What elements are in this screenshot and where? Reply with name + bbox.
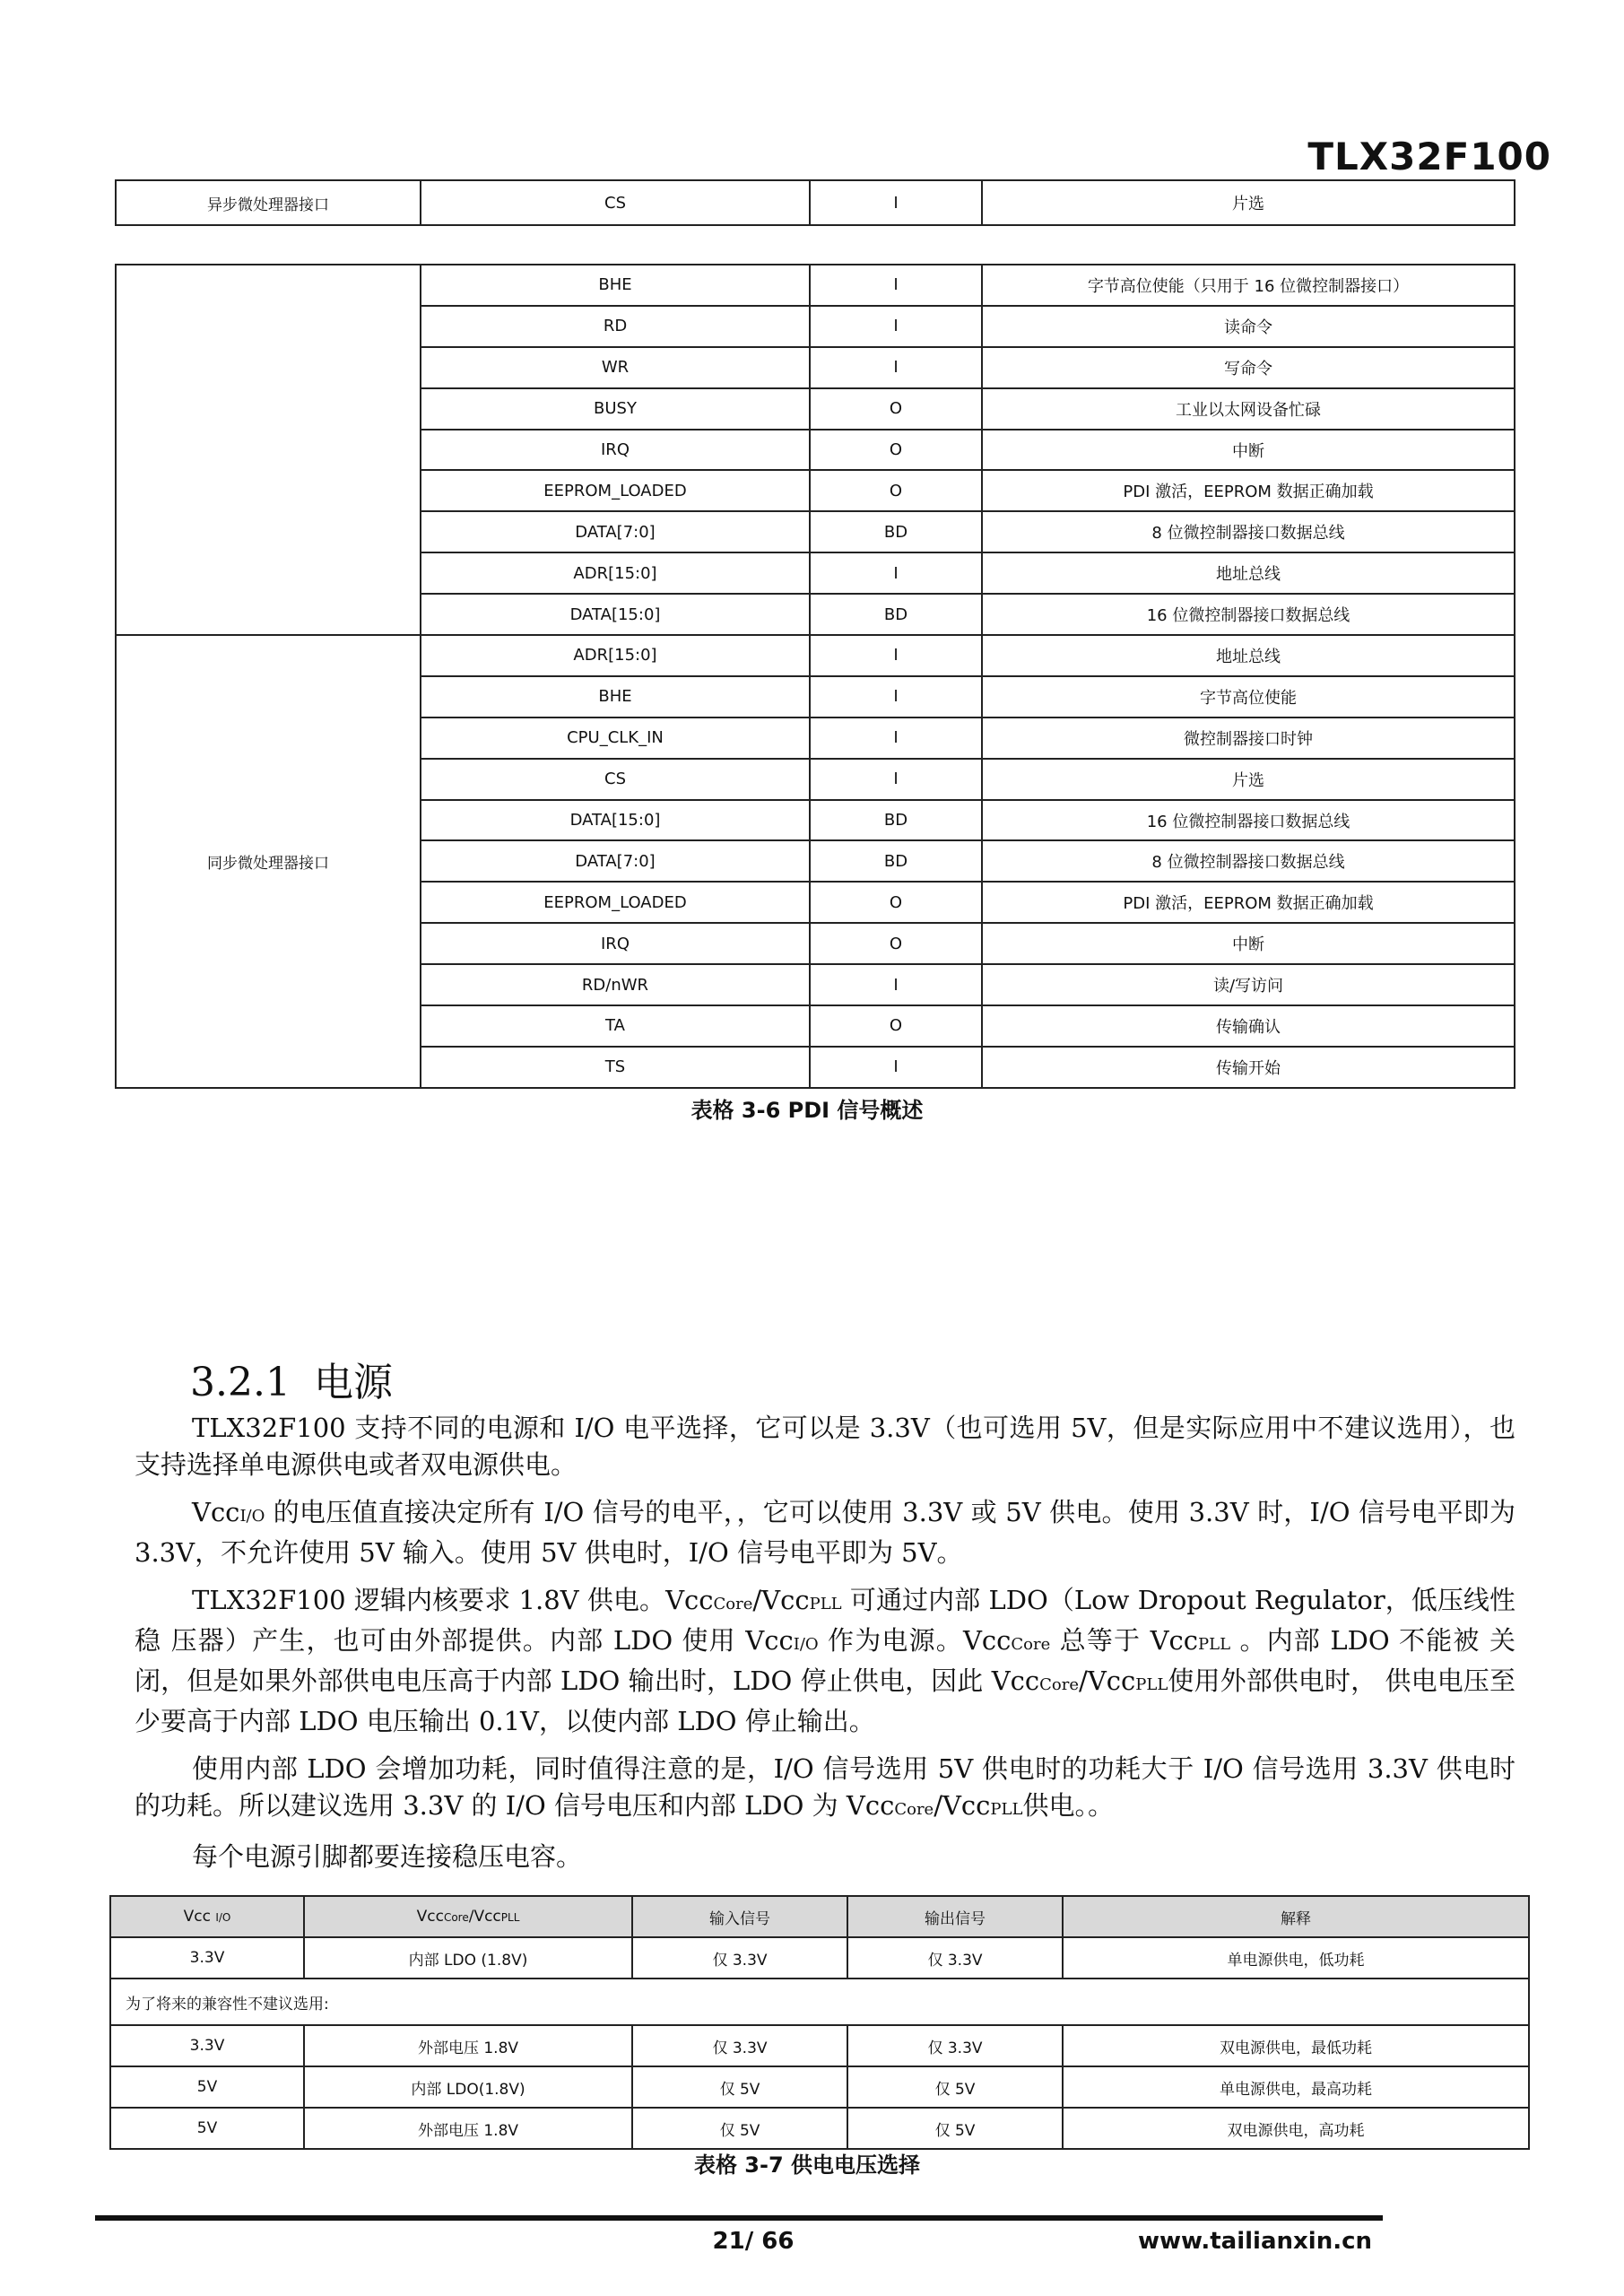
description-cell: 片选 xyxy=(982,759,1515,800)
description-cell: 中断 xyxy=(982,430,1515,471)
vcc-text: Vcc xyxy=(1150,1625,1199,1656)
table-cell: 5V xyxy=(110,2066,304,2108)
signal-cell: EEPROM_LOADED xyxy=(421,470,810,511)
table-cell: 仅 3.3V xyxy=(847,2025,1063,2066)
description-cell: 地址总线 xyxy=(982,552,1515,594)
section-heading xyxy=(190,1350,393,1407)
paragraph-text: 使用内部 LDO 会增加功耗，同时值得注意的是，I/O 信号选用 5V 供电时的功耗大于 I/O 信号选用 3.3V 供电时的功耗。所以建议选用 3.3V 的 I/O 信号电压和内部 LDO 为 xyxy=(135,1753,1515,1821)
vcc-text: Vcc xyxy=(192,1497,240,1527)
table-caption-3-6: 表格 3-6 PDI 信号概述 xyxy=(690,1098,924,1123)
paragraph: TLX32F100 支持不同的电源和 I/O 电平选择，它可以是 3.3V（也可选用 5V，但是实际应用中不建议选用），也支持选择单电源供电或者双电源供电。 xyxy=(135,1413,1515,1480)
slash: / xyxy=(752,1585,762,1615)
signal-cell: CS xyxy=(421,180,810,225)
table-cell: 内部 LDO (1.8V) xyxy=(304,1937,632,1979)
table-cell: 仅 3.3V xyxy=(632,2025,847,2066)
paragraph-text: 供电。。 xyxy=(1022,1790,1114,1821)
table-cell: 3.3V xyxy=(110,2025,304,2066)
direction-cell: BD xyxy=(810,800,982,841)
signal-cell: DATA[7:0] xyxy=(421,840,810,882)
signal-cell: WR xyxy=(421,347,810,388)
direction-cell: I xyxy=(810,718,982,759)
direction-cell: I xyxy=(810,759,982,800)
pdi-table-fragment xyxy=(115,179,1515,226)
paragraph-text: TLX32F100 逻辑内核要求 1.8V 供电。 xyxy=(192,1585,666,1615)
table-caption-3-7: 表格 3-7 供电电压选择 xyxy=(693,2152,921,2178)
description-cell: 中断 xyxy=(982,923,1515,964)
vcc-text: Vcc xyxy=(665,1585,714,1615)
signal-cell: IRQ xyxy=(421,430,810,471)
direction-cell: I xyxy=(810,1047,982,1088)
description-cell: 16 位微控制器接口数据总线 xyxy=(982,594,1515,635)
paragraph-text: 总等于 xyxy=(1050,1625,1151,1656)
description-cell: 片选 xyxy=(982,180,1515,225)
section-number: 3.2.1 xyxy=(190,1360,291,1405)
subscript: PLL xyxy=(1135,1675,1168,1694)
table-header-row xyxy=(110,1896,1529,1937)
signal-cell: ADR[15:0] xyxy=(421,635,810,676)
table-row xyxy=(110,2066,1529,2108)
paragraph-text: 的电压值直接决定所有 I/O 信号的电平，，它可以使用 3.3V 或 5V 供电。使用 3.3V 时，I/O 信号电平即为 3.3V，不允许使用 5V 输入。使用 5V 供电时，I/O 信号电平即为 5V。 xyxy=(135,1497,1515,1568)
paragraph xyxy=(135,1494,1515,1571)
description-cell: 工业以太网设备忙碌 xyxy=(982,388,1515,430)
table-cell: 内部 LDO(1.8V) xyxy=(304,2066,632,2108)
footer-rule xyxy=(95,2215,1383,2221)
direction-cell: O xyxy=(810,430,982,471)
direction-cell: BD xyxy=(810,594,982,635)
signal-cell: TA xyxy=(421,1005,810,1047)
direction-cell: O xyxy=(810,923,982,964)
subscript: I/O xyxy=(793,1635,819,1654)
description-cell: 微控制器接口时钟 xyxy=(982,718,1515,759)
signal-cell: RD xyxy=(421,306,810,347)
table-row xyxy=(110,2025,1529,2066)
body-text xyxy=(135,1410,1515,1886)
description-cell: 8 位微控制器接口数据总线 xyxy=(982,840,1515,882)
vcc-text: Vcc xyxy=(846,1790,895,1821)
table-cell: 仅 5V xyxy=(847,2108,1063,2149)
sync-group-cell: 同步微处理器接口 xyxy=(116,635,421,1088)
signal-cell: DATA[7:0] xyxy=(421,511,810,552)
signal-cell: CPU_CLK_IN xyxy=(421,718,810,759)
table-cell: 外部电压 1.8V xyxy=(304,2025,632,2066)
table-cell: 单电源供电，最高功耗 xyxy=(1063,2066,1529,2108)
paragraph-text: 可通过内部 LDO（Low Dropout Regulator，低压线性稳 压器）产生，也可由外部提供。内部 LDO 使用 xyxy=(135,1585,1515,1656)
description-cell: PDI 激活，EEPROM 数据正确加载 xyxy=(982,470,1515,511)
direction-cell: I xyxy=(810,347,982,388)
paragraph xyxy=(135,1582,1515,1740)
header-explanation: 解释 xyxy=(1063,1896,1529,1937)
direction-cell: BD xyxy=(810,840,982,882)
description-cell: 16 位微控制器接口数据总线 xyxy=(982,800,1515,841)
vcc-text: Vcc xyxy=(962,1625,1012,1656)
header-vcc-io: Vcc I/O xyxy=(110,1896,304,1937)
table-row xyxy=(110,2108,1529,2149)
vcc-text: Vcc xyxy=(745,1625,794,1656)
subscript: I/O xyxy=(239,1507,265,1526)
table-cell: 仅 5V xyxy=(847,2066,1063,2108)
direction-cell: I xyxy=(810,635,982,676)
table-row xyxy=(110,1937,1529,1979)
direction-cell: O xyxy=(810,1005,982,1047)
header-input-signal: 输入信号 xyxy=(632,1896,847,1937)
description-cell: 字节高位使能 xyxy=(982,676,1515,718)
slash: / xyxy=(1079,1665,1088,1696)
table-note-row xyxy=(110,1979,1529,2025)
direction-cell: I xyxy=(810,676,982,718)
paragraph-text: 使用外部供电时， 供电电压至少要高于内部 LDO 电压输出 0.1V，以使内部 LDO 停止输出。 xyxy=(135,1665,1515,1736)
slash: / xyxy=(934,1790,942,1821)
signal-cell: RD/nWR xyxy=(421,964,810,1005)
page-number: 21/ 66 xyxy=(712,2228,795,2255)
group-cell: 异步微处理器接口 xyxy=(116,180,421,225)
table-cell: 双电源供电，最低功耗 xyxy=(1063,2025,1529,2066)
signal-cell: EEPROM_LOADED xyxy=(421,882,810,923)
table-cell: 仅 5V xyxy=(632,2108,847,2149)
table-cell: 双电源供电，高功耗 xyxy=(1063,2108,1529,2149)
signal-cell: ADR[15:0] xyxy=(421,552,810,594)
table-cell: 仅 3.3V xyxy=(632,1937,847,1979)
direction-cell: I xyxy=(810,964,982,1005)
subscript: Core xyxy=(894,1800,934,1819)
paragraph-text: 。内部 LDO 不能被 关闭，但是如果外部供电电压高于内部 LDO 输出时，LDO 停止供电，因此 xyxy=(135,1625,1515,1696)
vcc-text: Vcc xyxy=(1087,1665,1136,1696)
signal-cell: BUSY xyxy=(421,388,810,430)
table-row xyxy=(116,265,1515,306)
table-cell: 5V xyxy=(110,2108,304,2149)
subscript: Core xyxy=(713,1595,753,1613)
vcc-text: Vcc xyxy=(942,1790,991,1821)
description-cell: 字节高位使能（只用于 16 位微控制器接口） xyxy=(982,265,1515,306)
signal-cell: BHE xyxy=(421,265,810,306)
async-group-cell xyxy=(116,265,421,635)
direction-cell: I xyxy=(810,306,982,347)
paragraph xyxy=(135,1751,1515,1828)
compatibility-note: 为了将来的兼容性不建议选用: xyxy=(110,1979,1529,2025)
subscript: PLL xyxy=(809,1595,842,1613)
description-cell: 读命令 xyxy=(982,306,1515,347)
direction-cell: O xyxy=(810,882,982,923)
description-cell: 地址总线 xyxy=(982,635,1515,676)
website-link[interactable]: www.tailianxin.cn xyxy=(1137,2228,1372,2255)
description-cell: 读/写访问 xyxy=(982,964,1515,1005)
paragraph: 每个电源引脚都要连接稳压电容。 xyxy=(192,1841,583,1872)
table-cell: 仅 3.3V xyxy=(847,1937,1063,1979)
table-cell: 仅 5V xyxy=(632,2066,847,2108)
header-output-signal: 输出信号 xyxy=(847,1896,1063,1937)
direction-cell: I xyxy=(810,180,982,225)
header-vcc-core-pll: VccCore/VccPLL xyxy=(304,1896,632,1937)
pdi-signal-table xyxy=(115,264,1515,1089)
direction-cell: O xyxy=(810,388,982,430)
signal-cell: DATA[15:0] xyxy=(421,800,810,841)
direction-cell: O xyxy=(810,470,982,511)
description-cell: 写命令 xyxy=(982,347,1515,388)
signal-cell: DATA[15:0] xyxy=(421,594,810,635)
signal-cell: TS xyxy=(421,1047,810,1088)
description-cell: PDI 激活，EEPROM 数据正确加载 xyxy=(982,882,1515,923)
vcc-text: Vcc xyxy=(761,1585,810,1615)
subscript: PLL xyxy=(990,1800,1023,1819)
signal-cell: CS xyxy=(421,759,810,800)
signal-cell: BHE xyxy=(421,676,810,718)
table-cell: 3.3V xyxy=(110,1937,304,1979)
description-cell: 8 位微控制器接口数据总线 xyxy=(982,511,1515,552)
paragraph-text: 作为电源。 xyxy=(818,1625,963,1656)
subscript: PLL xyxy=(1198,1635,1231,1654)
vcc-text: Vcc xyxy=(991,1665,1040,1696)
voltage-selection-table xyxy=(109,1895,1530,2150)
signal-cell: IRQ xyxy=(421,923,810,964)
description-cell: 传输开始 xyxy=(982,1047,1515,1088)
brand-header: TLX32F100 xyxy=(1307,135,1551,178)
table-cell: 单电源供电，低功耗 xyxy=(1063,1937,1529,1979)
table-row xyxy=(116,635,1515,676)
table-cell: 外部电压 1.8V xyxy=(304,2108,632,2149)
section-title: 电源 xyxy=(313,1360,393,1405)
direction-cell: I xyxy=(810,552,982,594)
subscript: Core xyxy=(1011,1635,1051,1654)
direction-cell: I xyxy=(810,265,982,306)
direction-cell: BD xyxy=(810,511,982,552)
subscript: Core xyxy=(1039,1675,1080,1694)
description-cell: 传输确认 xyxy=(982,1005,1515,1047)
